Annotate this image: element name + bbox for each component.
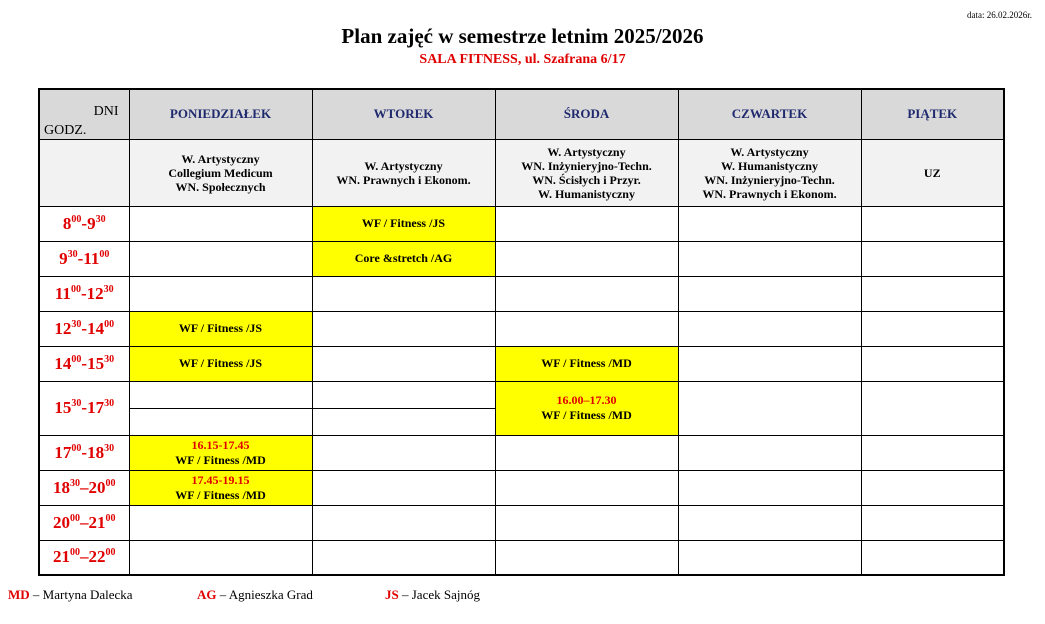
faculty-line: W. Artystyczny <box>181 151 260 166</box>
time-slot: $14^{00}-15^{30}$ <box>39 346 129 381</box>
faculty-line: W. Humanistyczny <box>721 158 818 173</box>
page-title: Plan zajęć w semestrze letnim 2025/2026 <box>341 24 704 48</box>
schedule-cell <box>678 346 861 381</box>
schedule-cell <box>312 276 495 311</box>
schedule-cell <box>678 540 861 575</box>
corner-cell <box>39 89 129 139</box>
day-header-friday: PIĄTEK <box>861 89 1004 139</box>
schedule-cell <box>495 505 678 540</box>
schedule-cell <box>312 311 495 346</box>
time-row <box>39 540 1004 575</box>
schedule-cell <box>495 311 678 346</box>
day-header-tuesday: WTOREK <box>312 89 495 139</box>
schedule-cell <box>312 540 495 575</box>
time-row <box>39 435 1004 470</box>
schedule-cell <box>312 346 495 381</box>
faculty-line: W. Artystyczny <box>547 144 626 159</box>
schedule-cell <box>129 381 312 435</box>
class-entry: WF / Fitness /JS <box>312 206 495 241</box>
legend-code: MD <box>8 587 30 602</box>
legend-name: – Martyna Dalecka <box>32 587 133 602</box>
class-entry: Core &stretch /AG <box>312 241 495 276</box>
schedule-cell <box>678 381 861 435</box>
schedule-cell <box>312 435 495 470</box>
time-row <box>39 381 1004 435</box>
page-subtitle: SALA FITNESS, ul. Szafrana 6/17 <box>419 52 626 67</box>
legend-item-md <box>8 587 133 603</box>
time-row <box>39 241 1004 276</box>
print-date: data: 26.02.2026r. <box>967 10 1032 20</box>
faculty-line: WN. Prawnych i Ekonom. <box>702 186 837 201</box>
schedule-cell <box>129 276 312 311</box>
schedule-cell <box>861 241 1004 276</box>
schedule-cell <box>861 435 1004 470</box>
schedule-cell <box>678 241 861 276</box>
schedule-cell <box>861 381 1004 435</box>
schedule-cell <box>312 505 495 540</box>
class-name: WF / Fitness /MD <box>541 408 632 422</box>
faculty-line: UZ <box>923 165 941 180</box>
schedule-cell <box>495 470 678 505</box>
faculty-line: W. Artystyczny <box>364 158 443 173</box>
faculty-line: Collegium Medicum <box>168 165 273 180</box>
legend-code: JS <box>385 587 399 602</box>
schedule-cell <box>861 470 1004 505</box>
time-slot: $9^{30}-11^{00}$ <box>39 241 129 276</box>
faculty-line: W. Artystyczny <box>730 144 809 159</box>
faculty-line: WN. Inżynieryjno-Techn. <box>521 158 652 173</box>
class-entry: WF / Fitness /JS <box>129 346 312 381</box>
time-slot: $17^{00}-18^{30}$ <box>39 435 129 470</box>
legend-code: AG <box>197 587 217 602</box>
day-header-thursday: CZWARTEK <box>678 89 861 139</box>
time-row <box>39 206 1004 241</box>
class-time: 16.00–17.30 <box>556 393 617 407</box>
day-header-monday: PONIEDZIAŁEK <box>129 89 312 139</box>
schedule-cell <box>861 206 1004 241</box>
time-slot: $15^{30}-17^{30}$ <box>39 381 129 435</box>
faculty-cell-friday <box>861 139 1004 206</box>
faculty-cell-wednesday <box>495 139 678 206</box>
schedule-cell <box>861 540 1004 575</box>
class-entry <box>495 381 678 435</box>
faculty-line: WN. Ścisłych i Przyr. <box>532 172 641 187</box>
schedule-cell <box>861 276 1004 311</box>
legend-item-ag <box>197 587 313 603</box>
legend-name: – Agnieszka Grad <box>219 587 313 602</box>
schedule-cell <box>495 241 678 276</box>
faculty-cell-monday <box>129 139 312 206</box>
schedule-cell <box>861 346 1004 381</box>
schedule-cell <box>678 435 861 470</box>
time-slot: $21^{00}-22^{00}$ <box>39 540 129 575</box>
time-row <box>39 276 1004 311</box>
schedule-cell <box>495 435 678 470</box>
faculty-line: WN. Inżynieryjno-Techn. <box>704 172 835 187</box>
legend-name: – Jacek Sajnóg <box>401 587 480 602</box>
time-row <box>39 346 1004 381</box>
faculty-line: W. Humanistyczny <box>538 186 635 201</box>
class-entry <box>129 470 312 505</box>
class-time: 16.15-17.45 <box>191 437 250 452</box>
schedule-cell <box>495 276 678 311</box>
schedule-cell <box>129 505 312 540</box>
schedule-cell <box>129 540 312 575</box>
time-slot: $18^{30}-20^{00}$ <box>39 470 129 505</box>
time-slot: $20^{00}-21^{00}$ <box>39 505 129 540</box>
faculty-corner-cell <box>39 139 129 206</box>
class-time: 17.45-19.15 <box>191 472 250 487</box>
schedule-cell <box>861 505 1004 540</box>
class-name: WF / Fitness /MD <box>175 452 266 467</box>
schedule-cell <box>312 381 495 435</box>
faculty-row <box>39 139 1004 206</box>
time-row <box>39 505 1004 540</box>
faculty-cell-tuesday <box>312 139 495 206</box>
schedule-cell <box>678 276 861 311</box>
time-slot: $12^{30}-14^{00}$ <box>39 311 129 346</box>
faculty-line: WN. Społecznych <box>175 179 266 194</box>
schedule-cell <box>129 241 312 276</box>
schedule-cell <box>495 540 678 575</box>
class-name: WF / Fitness /MD <box>175 487 266 502</box>
schedule-cell <box>678 470 861 505</box>
class-entry: WF / Fitness /JS <box>129 311 312 346</box>
time-row <box>39 311 1004 346</box>
class-entry <box>129 435 312 470</box>
hours-label: GODZ. <box>44 123 87 138</box>
schedule-cell <box>678 206 861 241</box>
faculty-line: WN. Prawnych i Ekonom. <box>336 172 471 187</box>
time-row <box>39 470 1004 505</box>
schedule-table <box>38 88 1005 576</box>
schedule-cell <box>678 505 861 540</box>
time-slot: $11^{00}-12^{30}$ <box>39 276 129 311</box>
schedule-cell <box>495 206 678 241</box>
time-slot: $8^{00}-9^{30}$ <box>39 206 129 241</box>
schedule-cell <box>129 206 312 241</box>
schedule-cell <box>861 311 1004 346</box>
legend-item-js <box>385 587 480 603</box>
days-header-row <box>39 89 1004 139</box>
schedule-cell <box>678 311 861 346</box>
day-header-wednesday: ŚRODA <box>495 89 678 139</box>
days-label: DNI <box>93 104 119 119</box>
faculty-cell-thursday <box>678 139 861 206</box>
class-entry: WF / Fitness /MD <box>495 346 678 381</box>
schedule-cell <box>312 470 495 505</box>
